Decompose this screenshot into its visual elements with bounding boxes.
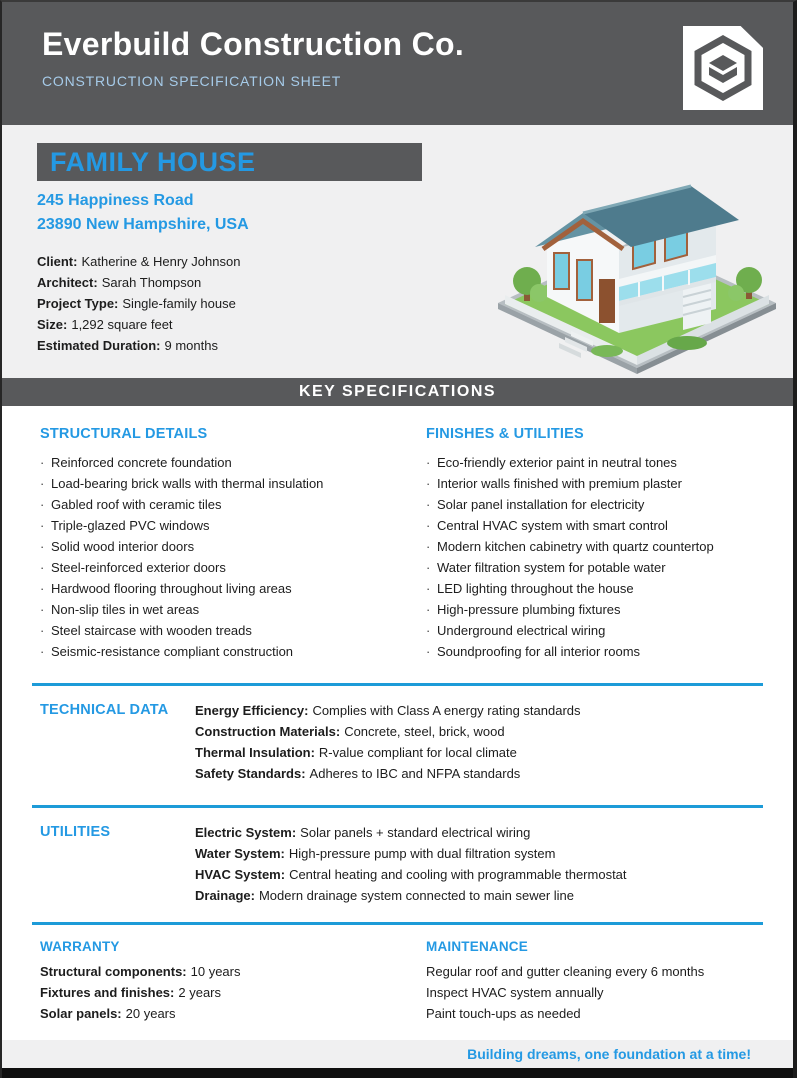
footer-band [2,1040,793,1068]
list-item: · Solid wood interior doors [40,536,426,557]
finishes-utilities-column [426,426,793,683]
company-logo [683,26,763,110]
specifications-section [2,406,793,683]
data-row: Inspect HVAC system annually [426,985,604,1000]
maintenance-column [426,939,793,1024]
maintenance-heading: MAINTENANCE [426,939,528,954]
detail-row: Project Type: Single-family house [37,296,236,311]
warranty-heading: WARRANTY [40,939,120,954]
address-line-2: 23890 New Hampshire, USA [37,216,249,233]
warranty-rows [40,961,426,1024]
footer-bottom-bar [2,1068,793,1078]
data-row: Solar panels: 20 years [40,1006,176,1021]
data-row: Drainage: Modern drainage system connected to main sewer line [195,888,575,903]
list-item: · Water filtration system for potable water [426,557,773,578]
detail-row: Size: 1,292 square feet [37,317,173,332]
list-item: · Interior walls finished with premium plaster [426,473,773,494]
data-row: Energy Efficiency: Complies with Class A energy rating standards [195,703,581,718]
list-item: · Non-slip tiles in wet areas [40,599,426,620]
finishes-utilities-list [426,452,773,662]
technical-data-section [2,686,793,805]
list-item: · Modern kitchen cabinetry with quartz countertop [426,536,773,557]
data-row: Paint touch-ups as needed [426,1006,581,1021]
maintenance-rows [426,961,773,1024]
warranty-column [2,939,426,1024]
company-name: Everbuild Construction Co. [42,26,465,62]
list-item: · Triple-glazed PVC windows [40,515,426,536]
key-specifications-banner [2,378,793,406]
structural-details-list [40,452,426,662]
project-details [37,251,240,356]
list-item: · Hardwood flooring throughout living areas [40,578,426,599]
list-item: · Underground electrical wiring [426,620,773,641]
data-row: Water System: High-pressure pump with dual filtration system [195,846,556,861]
data-row: Safety Standards: Adheres to IBC and NFPA standards [195,766,521,781]
key-specifications-title: KEY SPECIFICATIONS [298,383,497,400]
list-item: · Soundproofing for all interior rooms [426,641,773,662]
house-illustration [487,127,787,375]
list-item: · Central HVAC system with smart control [426,515,773,536]
list-item: · Seismic-resistance compliant construction [40,641,426,662]
data-row: Construction Materials: Concrete, steel, brick, wood [195,724,505,739]
detail-row: Architect: Sarah Thompson [37,275,202,290]
project-overview [2,125,793,378]
project-title: FAMILY HOUSE [50,147,256,177]
finishes-utilities-heading: FINISHES & UTILITIES [426,426,584,442]
list-item: · Load-bearing brick walls with thermal insulation [40,473,426,494]
sheet-subtitle: CONSTRUCTION SPECIFICATION SHEET [42,73,342,89]
detail-row: Estimated Duration: 9 months [37,338,218,353]
list-item: · Eco-friendly exterior paint in neutral tones [426,452,773,473]
project-address [37,189,249,237]
list-item: · Steel staircase with wooden treads [40,620,426,641]
data-row: Thermal Insulation: R-value compliant for local climate [195,745,517,760]
data-row: Electric System: Solar panels + standard electrical wiring [195,825,531,840]
data-row: Fixtures and finishes: 2 years [40,985,222,1000]
detail-row: Client: Katherine & Henry Johnson [37,254,241,269]
technical-data-rows [195,700,763,805]
list-item: · Reinforced concrete foundation [40,452,426,473]
utilities-rows [195,822,763,922]
utilities-section [2,808,793,922]
list-item: · Gabled roof with ceramic tiles [40,494,426,515]
data-row: Structural components: 10 years [40,964,241,979]
data-row: Regular roof and gutter cleaning every 6 months [426,964,705,979]
address-line-1: 245 Happiness Road [37,192,194,209]
structural-details-column [2,426,426,683]
utilities-heading: UTILITIES [40,824,111,840]
list-item: · LED lighting throughout the house [426,578,773,599]
list-item: · Solar panel installation for electricity [426,494,773,515]
structural-details-heading: STRUCTURAL DETAILS [40,426,208,442]
list-item: · High-pressure plumbing fixtures [426,599,773,620]
list-item: · Steel-reinforced exterior doors [40,557,426,578]
hexagon-cube-icon [692,35,754,101]
warranty-maintenance-section [2,925,793,1024]
footer-tagline: Building dreams, one foundation at a time! [467,1046,751,1062]
data-row: HVAC System: Central heating and cooling with programmable thermostat [195,867,627,882]
technical-data-heading: TECHNICAL DATA [40,702,169,718]
page-header [2,2,793,125]
project-title-banner [37,143,422,181]
